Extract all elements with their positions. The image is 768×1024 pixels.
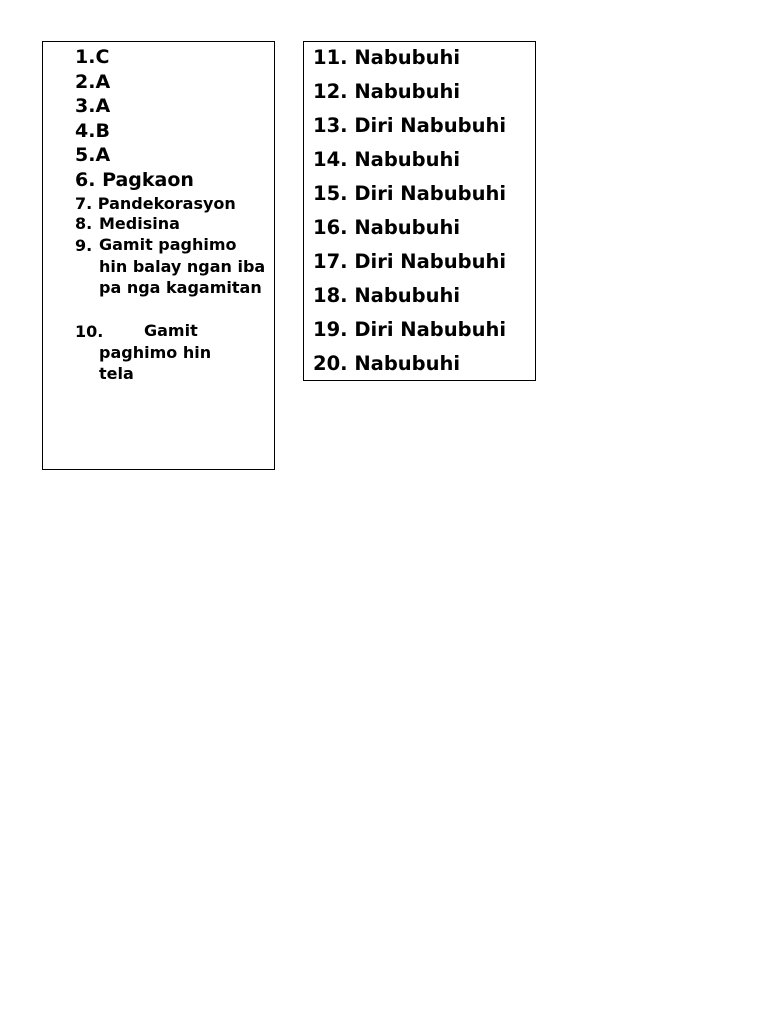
item-answer: Nabubuhi xyxy=(354,148,461,171)
item-answer: C xyxy=(95,46,110,68)
item-number: 10. xyxy=(75,322,104,341)
item-number: 11. xyxy=(313,46,348,69)
item-number: 3. xyxy=(75,95,96,117)
item-answer: Diri Nabubuhi xyxy=(354,182,507,205)
list-item xyxy=(75,216,180,232)
item-answer: B xyxy=(95,120,110,142)
item-number: 20. xyxy=(313,352,348,375)
list-item xyxy=(313,150,460,170)
item-answer: Diri Nabubuhi xyxy=(354,250,507,273)
item-number: 16. xyxy=(313,216,348,239)
list-item xyxy=(313,116,506,136)
item-number: 15. xyxy=(313,182,348,205)
item-number: 6. xyxy=(75,169,96,191)
item-answer: Medisina xyxy=(99,214,180,233)
item-answer: Nabubuhi xyxy=(354,46,461,69)
answer-box-right xyxy=(303,41,536,381)
item-answer: A xyxy=(95,144,111,166)
item-answer: Pandekorasyon xyxy=(92,194,236,213)
list-item xyxy=(75,171,194,190)
item-number: 12. xyxy=(313,80,348,103)
item-number: 1. xyxy=(75,46,96,68)
item-answer: Nabubuhi xyxy=(354,284,461,307)
list-item xyxy=(313,82,460,102)
item-number: 5. xyxy=(75,144,96,166)
item-answer: Gamit paghimo hin tela xyxy=(99,321,212,383)
list-item xyxy=(313,252,506,272)
item-answer: Nabubuhi xyxy=(354,80,461,103)
item-answer: Pagkaon xyxy=(95,169,194,191)
item-answer: A xyxy=(95,71,111,93)
item-answer: Nabubuhi xyxy=(354,352,461,375)
item-number: 14. xyxy=(313,148,348,171)
item-number: 9. xyxy=(75,236,93,255)
answer-box-left xyxy=(42,41,275,470)
list-item xyxy=(313,286,460,306)
list-item xyxy=(313,184,506,204)
item-answer: Diri Nabubuhi xyxy=(354,114,507,137)
list-item xyxy=(313,48,460,68)
item-number: 7. xyxy=(75,194,93,213)
item-number: 13. xyxy=(313,114,348,137)
item-answer: Diri Nabubuhi xyxy=(354,318,507,341)
list-item xyxy=(75,122,110,141)
list-item xyxy=(75,146,110,165)
item-number: 8. xyxy=(75,214,93,233)
list-item xyxy=(75,196,236,212)
list-item xyxy=(313,354,460,374)
item-number: 2. xyxy=(75,71,96,93)
list-item xyxy=(75,73,110,92)
item-answer: Nabubuhi xyxy=(354,216,461,239)
list-item xyxy=(75,238,92,254)
item-number: 4. xyxy=(75,120,96,142)
list-item xyxy=(75,97,110,116)
item-number: 18. xyxy=(313,284,348,307)
list-item xyxy=(75,48,109,67)
item-answer: Gamit paghimo hin balay ngan iba pa nga kagamitan xyxy=(99,235,266,297)
item-answer: A xyxy=(95,95,111,117)
list-item xyxy=(313,218,460,238)
item-number: 17. xyxy=(313,250,348,273)
list-item xyxy=(313,320,506,340)
item-number: 19. xyxy=(313,318,348,341)
